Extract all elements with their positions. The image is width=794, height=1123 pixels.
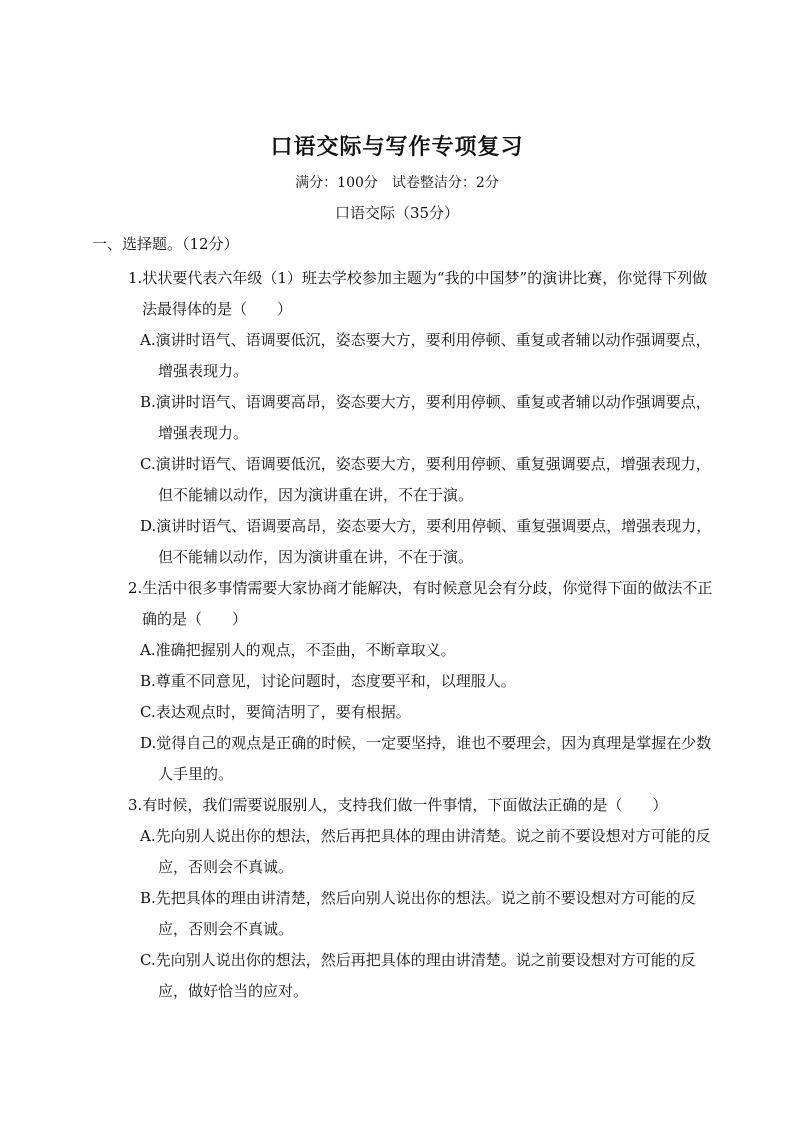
option-text: 演讲时语气、语调要高昂，姿态要大方，要利用停顿、重复或者辅以动作强调要点，增强表现力。 <box>155 393 711 442</box>
neatness-score: 试卷整洁分：2分 <box>391 175 499 191</box>
question-stem <box>120 573 720 635</box>
option-b <box>120 666 720 697</box>
option-letter: A. <box>140 641 156 659</box>
option-letter: A. <box>140 331 156 349</box>
option-c <box>120 945 720 1007</box>
page-title: 口语交际与写作专项复习 <box>270 134 524 160</box>
option-text: 演讲时语气、语调要低沉，姿态要大方，要利用停顿、重复强调要点，增强表现力，但不能辅以动作，因为演讲重在讲，不在于演。 <box>155 455 711 504</box>
option-text: 演讲时语气、语调要低沉，姿态要大方，要利用停顿、重复或者辅以动作强调要点，增强表现力。 <box>155 331 711 380</box>
question-stem <box>120 790 720 821</box>
question-3 <box>120 790 720 1007</box>
option-a <box>120 325 720 387</box>
option-text: 先向别人说出你的想法，然后再把具体的理由讲清楚。说之前要设想对方可能的反应，做好恰当的应对。 <box>155 951 696 1000</box>
option-text: 尊重不同意见，讨论问题时，态度要平和，以理服人。 <box>155 672 516 690</box>
option-letter: B. <box>140 393 156 411</box>
section-heading: 口语交际（35分） <box>334 204 460 222</box>
part-heading: 一、选择题。（12分） <box>92 235 239 253</box>
score-info <box>0 172 794 192</box>
question-number: 3. <box>128 796 143 814</box>
full-score: 满分：100分 <box>295 175 378 191</box>
question-2 <box>120 573 720 790</box>
question-text: 有时候，我们需要说服别人，支持我们做一件事情，下面做法正确的是（ ） <box>142 796 668 814</box>
question-1 <box>120 263 720 573</box>
option-d <box>120 728 720 790</box>
option-letter: C. <box>140 455 156 473</box>
option-a <box>120 635 720 666</box>
question-number: 1. <box>128 269 143 287</box>
option-letter: A. <box>140 827 156 845</box>
option-letter: B. <box>140 889 156 907</box>
option-letter: D. <box>140 517 157 535</box>
option-c <box>120 697 720 728</box>
option-letter: D. <box>140 734 157 752</box>
option-text: 觉得自己的观点是正确的时候，一定要坚持，谁也不要理会，因为真理是掌握在少数人手里的。 <box>156 734 712 783</box>
option-text: 演讲时语气、语调要高昂，姿态要大方，要利用停顿、重复强调要点，增强表现力，但不能辅以动作，因为演讲重在讲，不在于演。 <box>156 517 712 566</box>
option-text: 先把具体的理由讲清楚，然后向别人说出你的想法。说之前不要设想对方可能的反应，否则会不真诚。 <box>155 889 696 938</box>
option-d <box>120 511 720 573</box>
option-a <box>120 821 720 883</box>
question-text: 生活中很多事情需要大家协商才能解决，有时候意见会有分歧，你觉得下面的做法不正确的是（ ） <box>142 579 713 628</box>
option-text: 表达观点时，要简洁明了，要有根据。 <box>155 703 411 721</box>
option-letter: C. <box>140 951 156 969</box>
option-text: 先向别人说出你的想法，然后再把具体的理由讲清楚。说之前不要设想对方可能的反应，否则会不真诚。 <box>155 827 711 876</box>
option-b <box>120 387 720 449</box>
option-b <box>120 883 720 945</box>
option-c <box>120 449 720 511</box>
question-number: 2. <box>128 579 143 597</box>
option-letter: C. <box>140 703 156 721</box>
question-text: 状状要代表六年级（1）班去学校参加主题为“我的中国梦”的演讲比赛，你觉得下列做法最得体的是（ ） <box>142 269 708 318</box>
option-letter: B. <box>140 672 156 690</box>
question-list <box>120 263 720 1007</box>
question-stem <box>120 263 720 325</box>
option-text: 准确把握别人的观点，不歪曲，不断章取义。 <box>155 641 456 659</box>
